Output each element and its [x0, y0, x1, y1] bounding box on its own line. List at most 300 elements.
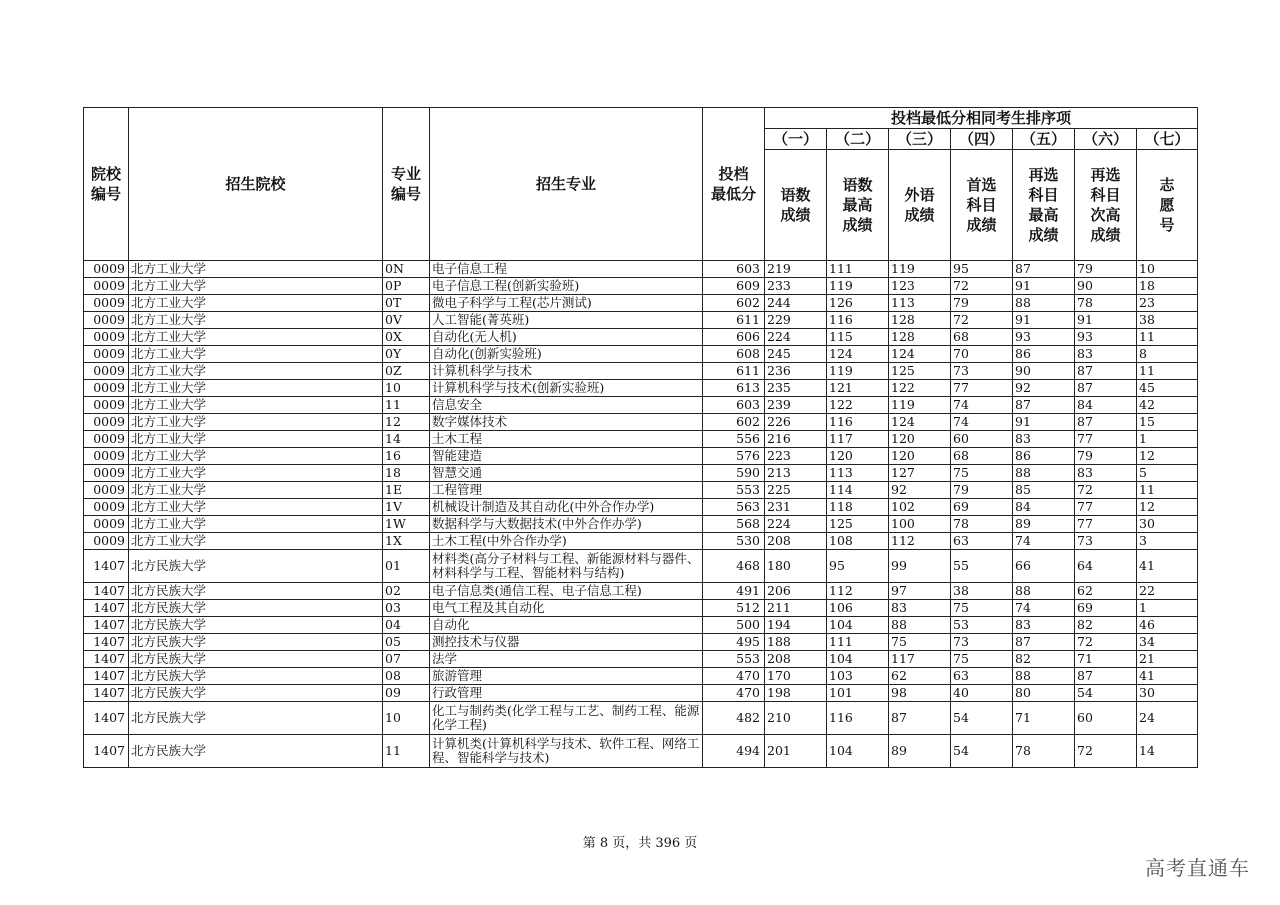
cell-sort-5: 89 — [1013, 516, 1075, 533]
header-sort-label-4: （四） — [951, 129, 1013, 150]
cell-sort-2: 104 — [827, 651, 889, 668]
cell-sort-3: 120 — [889, 431, 951, 448]
cell-sort-5: 83 — [1013, 431, 1075, 448]
cell-sort-6: 60 — [1075, 702, 1137, 735]
cell-college-name: 北方工业大学 — [129, 482, 383, 499]
cell-college-id: 0009 — [84, 465, 129, 482]
cell-sort-7: 38 — [1137, 312, 1198, 329]
cell-sort-4: 63 — [951, 533, 1013, 550]
cell-college-name: 北方工业大学 — [129, 380, 383, 397]
cell-min-score: 470 — [703, 685, 765, 702]
table-row — [84, 346, 1198, 363]
table-row — [84, 550, 1198, 583]
cell-sort-2: 121 — [827, 380, 889, 397]
cell-sort-7: 10 — [1137, 261, 1198, 278]
cell-college-id: 1407 — [84, 651, 129, 668]
cell-min-score: 603 — [703, 261, 765, 278]
header-sort-label-1: （一） — [765, 129, 827, 150]
cell-sort-7: 15 — [1137, 414, 1198, 431]
cell-major-id: 1V — [383, 499, 430, 516]
cell-min-score: 500 — [703, 617, 765, 634]
cell-sort-1: 216 — [765, 431, 827, 448]
cell-min-score: 606 — [703, 329, 765, 346]
table-row — [84, 465, 1198, 482]
cell-sort-2: 122 — [827, 397, 889, 414]
cell-sort-5: 82 — [1013, 651, 1075, 668]
cell-sort-2: 116 — [827, 702, 889, 735]
cell-sort-6: 79 — [1075, 448, 1137, 465]
cell-major-id: 08 — [383, 668, 430, 685]
table-row — [84, 414, 1198, 431]
cell-sort-5: 87 — [1013, 261, 1075, 278]
cell-sort-2: 115 — [827, 329, 889, 346]
cell-college-name: 北方工业大学 — [129, 448, 383, 465]
cell-sort-6: 77 — [1075, 431, 1137, 448]
cell-sort-5: 66 — [1013, 550, 1075, 583]
cell-sort-5: 85 — [1013, 482, 1075, 499]
cell-major-id: 02 — [383, 583, 430, 600]
cell-sort-4: 72 — [951, 278, 1013, 295]
cell-major-name: 电子信息类(通信工程、电子信息工程) — [430, 583, 703, 600]
header-sort-item-7: 志 愿 号 — [1137, 150, 1198, 261]
cell-sort-5: 86 — [1013, 448, 1075, 465]
cell-sort-5: 91 — [1013, 312, 1075, 329]
cell-sort-6: 91 — [1075, 312, 1137, 329]
cell-college-name: 北方工业大学 — [129, 414, 383, 431]
cell-sort-2: 111 — [827, 634, 889, 651]
cell-sort-2: 112 — [827, 583, 889, 600]
cell-college-id: 0009 — [84, 448, 129, 465]
header-major-id: 专业 编号 — [383, 108, 430, 261]
cell-major-id: 0N — [383, 261, 430, 278]
cell-sort-3: 88 — [889, 617, 951, 634]
cell-sort-4: 68 — [951, 329, 1013, 346]
cell-major-id: 11 — [383, 397, 430, 414]
cell-college-id: 1407 — [84, 550, 129, 583]
cell-college-id: 0009 — [84, 329, 129, 346]
table-row — [84, 295, 1198, 312]
cell-sort-7: 12 — [1137, 499, 1198, 516]
cell-major-name: 旅游管理 — [430, 668, 703, 685]
cell-sort-1: 201 — [765, 735, 827, 768]
cell-college-id: 0009 — [84, 397, 129, 414]
header-sort-label-7: （七） — [1137, 129, 1198, 150]
cell-major-id: 0Y — [383, 346, 430, 363]
cell-min-score: 568 — [703, 516, 765, 533]
table-row — [84, 482, 1198, 499]
cell-major-name: 智能建造 — [430, 448, 703, 465]
cell-college-id: 0009 — [84, 380, 129, 397]
page-number-text: 第 8 页，共 396 页 — [582, 836, 698, 851]
cell-college-id: 1407 — [84, 702, 129, 735]
cell-sort-5: 87 — [1013, 397, 1075, 414]
cell-major-name: 智慧交通 — [430, 465, 703, 482]
cell-sort-3: 123 — [889, 278, 951, 295]
cell-sort-3: 128 — [889, 329, 951, 346]
header-sort-item-5: 再选 科目 最高 成绩 — [1013, 150, 1075, 261]
cell-sort-7: 34 — [1137, 634, 1198, 651]
cell-sort-5: 88 — [1013, 295, 1075, 312]
table-row — [84, 363, 1198, 380]
cell-sort-1: 231 — [765, 499, 827, 516]
cell-sort-2: 95 — [827, 550, 889, 583]
cell-sort-5: 88 — [1013, 583, 1075, 600]
cell-major-name: 行政管理 — [430, 685, 703, 702]
table-row — [84, 533, 1198, 550]
cell-college-name: 北方工业大学 — [129, 278, 383, 295]
cell-sort-5: 71 — [1013, 702, 1075, 735]
cell-sort-5: 93 — [1013, 329, 1075, 346]
cell-major-id: 01 — [383, 550, 430, 583]
cell-sort-4: 54 — [951, 735, 1013, 768]
cell-sort-7: 41 — [1137, 550, 1198, 583]
cell-sort-7: 41 — [1137, 668, 1198, 685]
cell-sort-5: 78 — [1013, 735, 1075, 768]
table-row — [84, 261, 1198, 278]
cell-college-name: 北方工业大学 — [129, 329, 383, 346]
cell-sort-1: 236 — [765, 363, 827, 380]
cell-sort-2: 103 — [827, 668, 889, 685]
cell-sort-7: 1 — [1137, 600, 1198, 617]
cell-sort-7: 8 — [1137, 346, 1198, 363]
cell-sort-6: 77 — [1075, 499, 1137, 516]
cell-college-id: 0009 — [84, 278, 129, 295]
cell-sort-3: 62 — [889, 668, 951, 685]
cell-college-id: 0009 — [84, 261, 129, 278]
cell-sort-2: 106 — [827, 600, 889, 617]
cell-college-name: 北方民族大学 — [129, 617, 383, 634]
cell-sort-2: 116 — [827, 414, 889, 431]
cell-min-score: 611 — [703, 363, 765, 380]
cell-college-name: 北方民族大学 — [129, 600, 383, 617]
table-row — [84, 397, 1198, 414]
cell-sort-3: 112 — [889, 533, 951, 550]
cell-sort-3: 92 — [889, 482, 951, 499]
cell-sort-6: 73 — [1075, 533, 1137, 550]
cell-sort-7: 11 — [1137, 482, 1198, 499]
cell-sort-2: 118 — [827, 499, 889, 516]
cell-sort-4: 70 — [951, 346, 1013, 363]
cell-sort-4: 73 — [951, 363, 1013, 380]
cell-sort-3: 122 — [889, 380, 951, 397]
cell-sort-2: 124 — [827, 346, 889, 363]
cell-min-score: 602 — [703, 295, 765, 312]
cell-sort-6: 87 — [1075, 668, 1137, 685]
cell-sort-7: 45 — [1137, 380, 1198, 397]
cell-sort-7: 46 — [1137, 617, 1198, 634]
table-row — [84, 499, 1198, 516]
table-header — [84, 108, 1198, 261]
cell-sort-4: 74 — [951, 397, 1013, 414]
cell-sort-3: 127 — [889, 465, 951, 482]
cell-college-name: 北方工业大学 — [129, 295, 383, 312]
cell-sort-2: 111 — [827, 261, 889, 278]
table-row — [84, 668, 1198, 685]
cell-sort-3: 99 — [889, 550, 951, 583]
page-footer — [0, 832, 1280, 851]
cell-major-id: 07 — [383, 651, 430, 668]
cell-sort-1: 233 — [765, 278, 827, 295]
cell-sort-4: 38 — [951, 583, 1013, 600]
cell-college-name: 北方民族大学 — [129, 651, 383, 668]
cell-sort-1: 211 — [765, 600, 827, 617]
cell-sort-4: 54 — [951, 702, 1013, 735]
cell-min-score: 609 — [703, 278, 765, 295]
cell-sort-4: 53 — [951, 617, 1013, 634]
cell-sort-6: 64 — [1075, 550, 1137, 583]
cell-major-name: 自动化(无人机) — [430, 329, 703, 346]
table-row — [84, 617, 1198, 634]
cell-sort-3: 83 — [889, 600, 951, 617]
cell-sort-4: 55 — [951, 550, 1013, 583]
cell-sort-2: 126 — [827, 295, 889, 312]
cell-sort-4: 75 — [951, 651, 1013, 668]
cell-sort-4: 72 — [951, 312, 1013, 329]
cell-sort-2: 119 — [827, 278, 889, 295]
cell-major-name: 计算机类(计算机科学与技术、软件工程、网络工程、智能科学与技术) — [430, 735, 703, 768]
cell-sort-1: 180 — [765, 550, 827, 583]
cell-sort-3: 125 — [889, 363, 951, 380]
cell-sort-7: 14 — [1137, 735, 1198, 768]
cell-major-name: 人工智能(菁英班) — [430, 312, 703, 329]
cell-major-name: 数字媒体技术 — [430, 414, 703, 431]
cell-sort-1: 208 — [765, 533, 827, 550]
cell-sort-3: 117 — [889, 651, 951, 668]
cell-sort-1: 188 — [765, 634, 827, 651]
cell-sort-6: 83 — [1075, 465, 1137, 482]
cell-sort-1: 213 — [765, 465, 827, 482]
cell-college-name: 北方工业大学 — [129, 346, 383, 363]
cell-sort-6: 87 — [1075, 380, 1137, 397]
cell-major-name: 数据科学与大数据技术(中外合作办学) — [430, 516, 703, 533]
cell-sort-2: 104 — [827, 735, 889, 768]
cell-sort-5: 88 — [1013, 668, 1075, 685]
cell-sort-4: 74 — [951, 414, 1013, 431]
cell-sort-6: 72 — [1075, 634, 1137, 651]
cell-sort-6: 77 — [1075, 516, 1137, 533]
cell-college-name: 北方民族大学 — [129, 685, 383, 702]
cell-sort-1: 245 — [765, 346, 827, 363]
cell-college-id: 0009 — [84, 346, 129, 363]
cell-major-id: 1E — [383, 482, 430, 499]
cell-college-id: 1407 — [84, 634, 129, 651]
table-row — [84, 380, 1198, 397]
cell-sort-5: 92 — [1013, 380, 1075, 397]
cell-sort-1: 244 — [765, 295, 827, 312]
cell-sort-3: 128 — [889, 312, 951, 329]
cell-college-id: 0009 — [84, 431, 129, 448]
cell-college-id: 1407 — [84, 668, 129, 685]
cell-major-name: 电子信息工程 — [430, 261, 703, 278]
cell-sort-5: 87 — [1013, 634, 1075, 651]
cell-sort-5: 91 — [1013, 414, 1075, 431]
cell-sort-6: 69 — [1075, 600, 1137, 617]
cell-sort-5: 80 — [1013, 685, 1075, 702]
cell-sort-4: 60 — [951, 431, 1013, 448]
cell-major-id: 0V — [383, 312, 430, 329]
header-major-name: 招生专业 — [430, 108, 703, 261]
cell-min-score: 553 — [703, 651, 765, 668]
cell-sort-3: 87 — [889, 702, 951, 735]
table-row — [84, 583, 1198, 600]
cell-major-id: 1X — [383, 533, 430, 550]
cell-min-score: 495 — [703, 634, 765, 651]
cell-sort-3: 100 — [889, 516, 951, 533]
cell-college-name: 北方工业大学 — [129, 431, 383, 448]
cell-sort-6: 87 — [1075, 414, 1137, 431]
cell-sort-1: 235 — [765, 380, 827, 397]
cell-college-name: 北方工业大学 — [129, 363, 383, 380]
cell-sort-4: 75 — [951, 465, 1013, 482]
cell-sort-7: 42 — [1137, 397, 1198, 414]
cell-college-id: 1407 — [84, 685, 129, 702]
table-row — [84, 651, 1198, 668]
cell-min-score: 553 — [703, 482, 765, 499]
cell-college-id: 0009 — [84, 482, 129, 499]
cell-sort-4: 95 — [951, 261, 1013, 278]
header-sort-group-title: 投档最低分相同考生排序项 — [765, 108, 1198, 129]
cell-min-score: 613 — [703, 380, 765, 397]
cell-college-name: 北方工业大学 — [129, 499, 383, 516]
cell-college-id: 0009 — [84, 533, 129, 550]
cell-college-name: 北方民族大学 — [129, 550, 383, 583]
cell-min-score: 611 — [703, 312, 765, 329]
cell-sort-5: 74 — [1013, 600, 1075, 617]
cell-sort-7: 11 — [1137, 329, 1198, 346]
cell-sort-6: 90 — [1075, 278, 1137, 295]
cell-major-name: 机械设计制造及其自动化(中外合作办学) — [430, 499, 703, 516]
table-body — [84, 261, 1198, 768]
cell-sort-4: 68 — [951, 448, 1013, 465]
cell-major-name: 电气工程及其自动化 — [430, 600, 703, 617]
cell-college-name: 北方民族大学 — [129, 702, 383, 735]
table-row — [84, 448, 1198, 465]
cell-sort-1: 224 — [765, 516, 827, 533]
cell-major-name: 自动化(创新实验班) — [430, 346, 703, 363]
cell-college-id: 1407 — [84, 583, 129, 600]
table-row — [84, 735, 1198, 768]
cell-major-id: 16 — [383, 448, 430, 465]
cell-college-id: 1407 — [84, 600, 129, 617]
cell-major-name: 自动化 — [430, 617, 703, 634]
cell-sort-7: 1 — [1137, 431, 1198, 448]
cell-sort-5: 74 — [1013, 533, 1075, 550]
table-row — [84, 278, 1198, 295]
cell-college-name: 北方工业大学 — [129, 516, 383, 533]
cell-sort-3: 119 — [889, 397, 951, 414]
cell-sort-6: 93 — [1075, 329, 1137, 346]
cell-sort-1: 194 — [765, 617, 827, 634]
cell-min-score: 590 — [703, 465, 765, 482]
cell-sort-7: 22 — [1137, 583, 1198, 600]
cell-sort-3: 124 — [889, 346, 951, 363]
cell-major-name: 土木工程(中外合作办学) — [430, 533, 703, 550]
header-sort-item-3: 外语 成绩 — [889, 150, 951, 261]
cell-sort-2: 120 — [827, 448, 889, 465]
cell-college-name: 北方民族大学 — [129, 668, 383, 685]
cell-major-id: 14 — [383, 431, 430, 448]
header-sort-item-1: 语数 成绩 — [765, 150, 827, 261]
cell-sort-6: 79 — [1075, 261, 1137, 278]
cell-sort-1: 223 — [765, 448, 827, 465]
admission-score-table — [83, 107, 1198, 768]
cell-sort-1: 229 — [765, 312, 827, 329]
cell-sort-6: 83 — [1075, 346, 1137, 363]
cell-sort-4: 69 — [951, 499, 1013, 516]
cell-sort-4: 75 — [951, 600, 1013, 617]
cell-sort-4: 40 — [951, 685, 1013, 702]
cell-sort-1: 208 — [765, 651, 827, 668]
cell-sort-2: 116 — [827, 312, 889, 329]
cell-sort-7: 30 — [1137, 516, 1198, 533]
cell-college-id: 0009 — [84, 414, 129, 431]
header-sort-label-3: （三） — [889, 129, 951, 150]
cell-sort-6: 71 — [1075, 651, 1137, 668]
cell-sort-2: 101 — [827, 685, 889, 702]
cell-sort-2: 114 — [827, 482, 889, 499]
cell-sort-4: 78 — [951, 516, 1013, 533]
table-row — [84, 634, 1198, 651]
cell-major-id: 12 — [383, 414, 430, 431]
cell-college-id: 0009 — [84, 363, 129, 380]
cell-major-id: 10 — [383, 702, 430, 735]
cell-sort-4: 63 — [951, 668, 1013, 685]
cell-sort-7: 5 — [1137, 465, 1198, 482]
cell-college-id: 0009 — [84, 516, 129, 533]
watermark-text: 高考直通车 — [1145, 856, 1250, 880]
cell-sort-2: 104 — [827, 617, 889, 634]
cell-sort-5: 83 — [1013, 617, 1075, 634]
cell-sort-5: 91 — [1013, 278, 1075, 295]
cell-sort-5: 86 — [1013, 346, 1075, 363]
cell-college-id: 0009 — [84, 295, 129, 312]
cell-sort-6: 82 — [1075, 617, 1137, 634]
cell-sort-1: 224 — [765, 329, 827, 346]
cell-sort-4: 79 — [951, 295, 1013, 312]
cell-sort-3: 102 — [889, 499, 951, 516]
cell-sort-5: 90 — [1013, 363, 1075, 380]
cell-major-id: 1W — [383, 516, 430, 533]
cell-major-name: 电子信息工程(创新实验班) — [430, 278, 703, 295]
cell-college-name: 北方工业大学 — [129, 465, 383, 482]
cell-sort-3: 98 — [889, 685, 951, 702]
cell-major-name: 化工与制药类(化学工程与工艺、制药工程、能源化学工程) — [430, 702, 703, 735]
cell-sort-4: 77 — [951, 380, 1013, 397]
cell-major-id: 0X — [383, 329, 430, 346]
cell-major-name: 测控技术与仪器 — [430, 634, 703, 651]
cell-sort-2: 117 — [827, 431, 889, 448]
cell-min-score: 602 — [703, 414, 765, 431]
table-row — [84, 329, 1198, 346]
cell-sort-5: 84 — [1013, 499, 1075, 516]
table-row — [84, 516, 1198, 533]
cell-min-score: 576 — [703, 448, 765, 465]
cell-min-score: 563 — [703, 499, 765, 516]
cell-sort-7: 23 — [1137, 295, 1198, 312]
cell-sort-3: 97 — [889, 583, 951, 600]
cell-college-name: 北方工业大学 — [129, 533, 383, 550]
cell-major-id: 0P — [383, 278, 430, 295]
cell-min-score: 603 — [703, 397, 765, 414]
cell-min-score: 470 — [703, 668, 765, 685]
cell-major-name: 信息安全 — [430, 397, 703, 414]
cell-major-name: 计算机科学与技术(创新实验班) — [430, 380, 703, 397]
cell-min-score: 512 — [703, 600, 765, 617]
cell-college-name: 北方工业大学 — [129, 312, 383, 329]
cell-major-id: 0T — [383, 295, 430, 312]
cell-sort-1: 225 — [765, 482, 827, 499]
cell-college-id: 0009 — [84, 499, 129, 516]
